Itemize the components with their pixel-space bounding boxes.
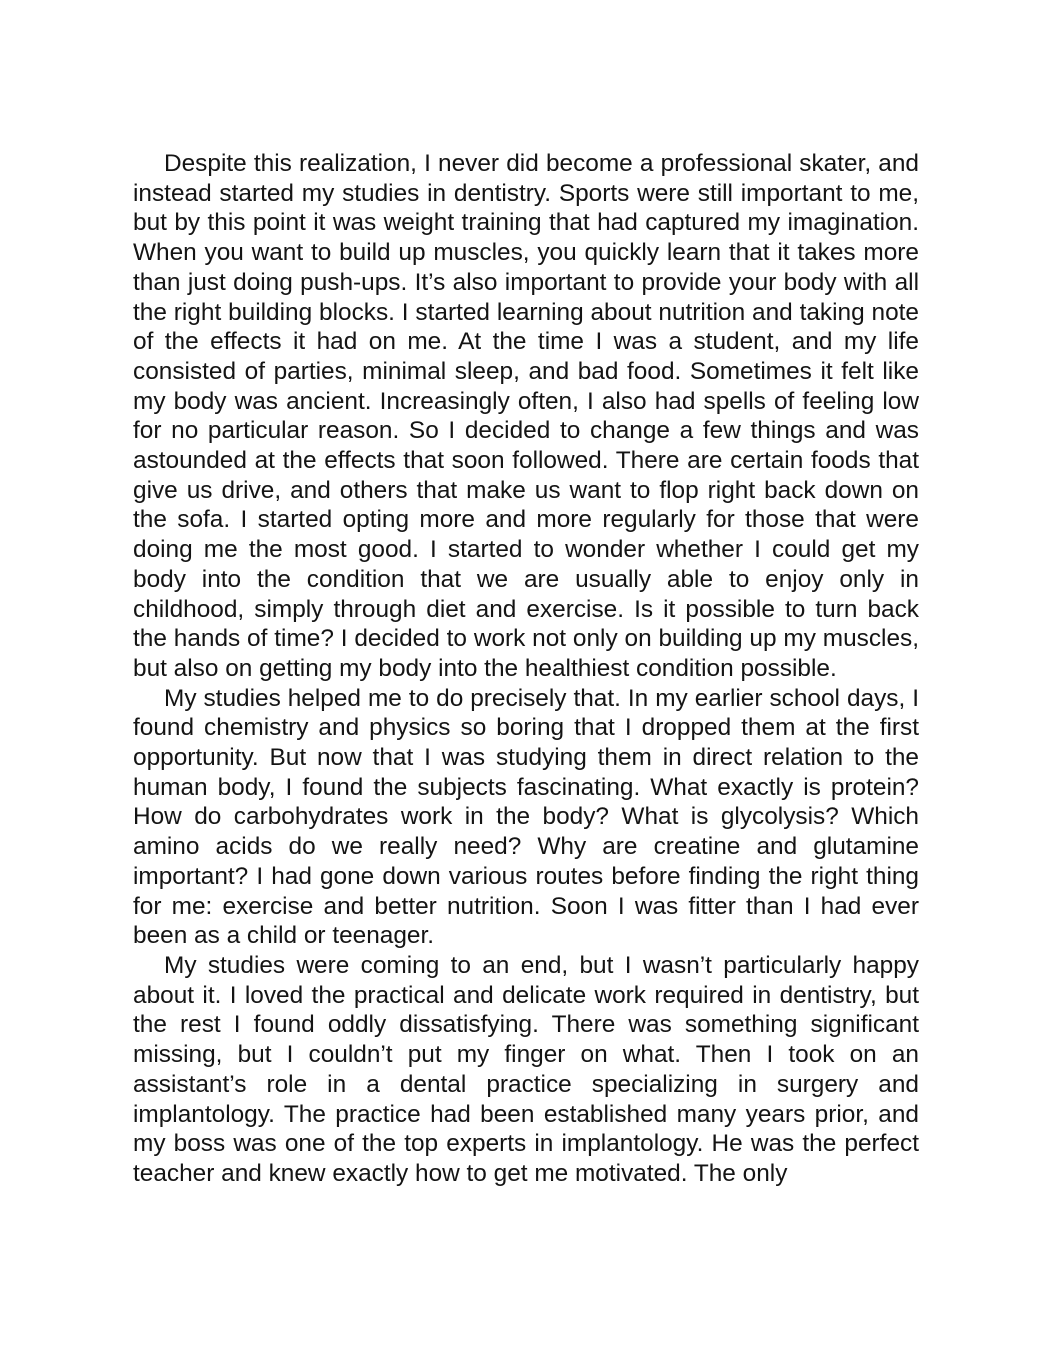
document-page [133,149,919,1189]
paragraph-studies: My studies helped me to do precisely that. In my earlier school days, I found chemistry and physics so boring that I dropped them at the first opportunity. But now that I was studying them in direct relation to the human body, I found the subjects fascinating. What exactly is protein? How do carbohydrates work in the body? What is glycolysis? Which amino acids do we really need? Why are creatine and glutamine important? I had gone down various routes before finding the right thing for me: exercise and better nutrition. Soon I was fitter than I had ever been as a child or teenager. [133,684,919,950]
paragraph-realization: Despite this realization, I never did become a professional skater, and instead started my studies in dentistry. Sports were still important to me, but by this point it was weight training that had captured my imagination. When you want to build up muscles, you quickly learn that it takes more than just doing push-ups. It’s also important to provide your body with all the right building blocks. I started learning about nutrition and taking note of the effects it had on me. At the time I was a student, and my life consisted of parties, minimal sleep, and bad food. Sometimes it felt like my body was ancient. Increasingly often, I also had spells of feeling low for no particular reason. So I decided to change a few things and was astounded at the effects that soon followed. There are certain foods that give us drive, and others that make us want to flop right back down on the sofa. I started opting more and more regularly for those that were doing me the most good. I started to wonder whether I could get my body into the condition that we are usually able to enjoy only in childhood, simply through diet and exercise. Is it possible to turn back the hands of time? I decided to work not only on building up my muscles, but also on getting my body into the healthiest condition possible. [133,150,919,682]
paragraph-dentistry-practice: My studies were coming to an end, but I wasn’t particularly happy about it. I loved the practical and delicate work required in dentistry, but the rest I found oddly dissatisfying. There was something significant missing, but I couldn’t put my finger on what. Then I took on an assistant’s role in a dental practice specializing in surgery and implantology. The practice had been established many years prior, and my boss was one of the top experts in implantology. He was the perfect teacher and knew exactly how to get me motivated. The only [133,951,919,1187]
